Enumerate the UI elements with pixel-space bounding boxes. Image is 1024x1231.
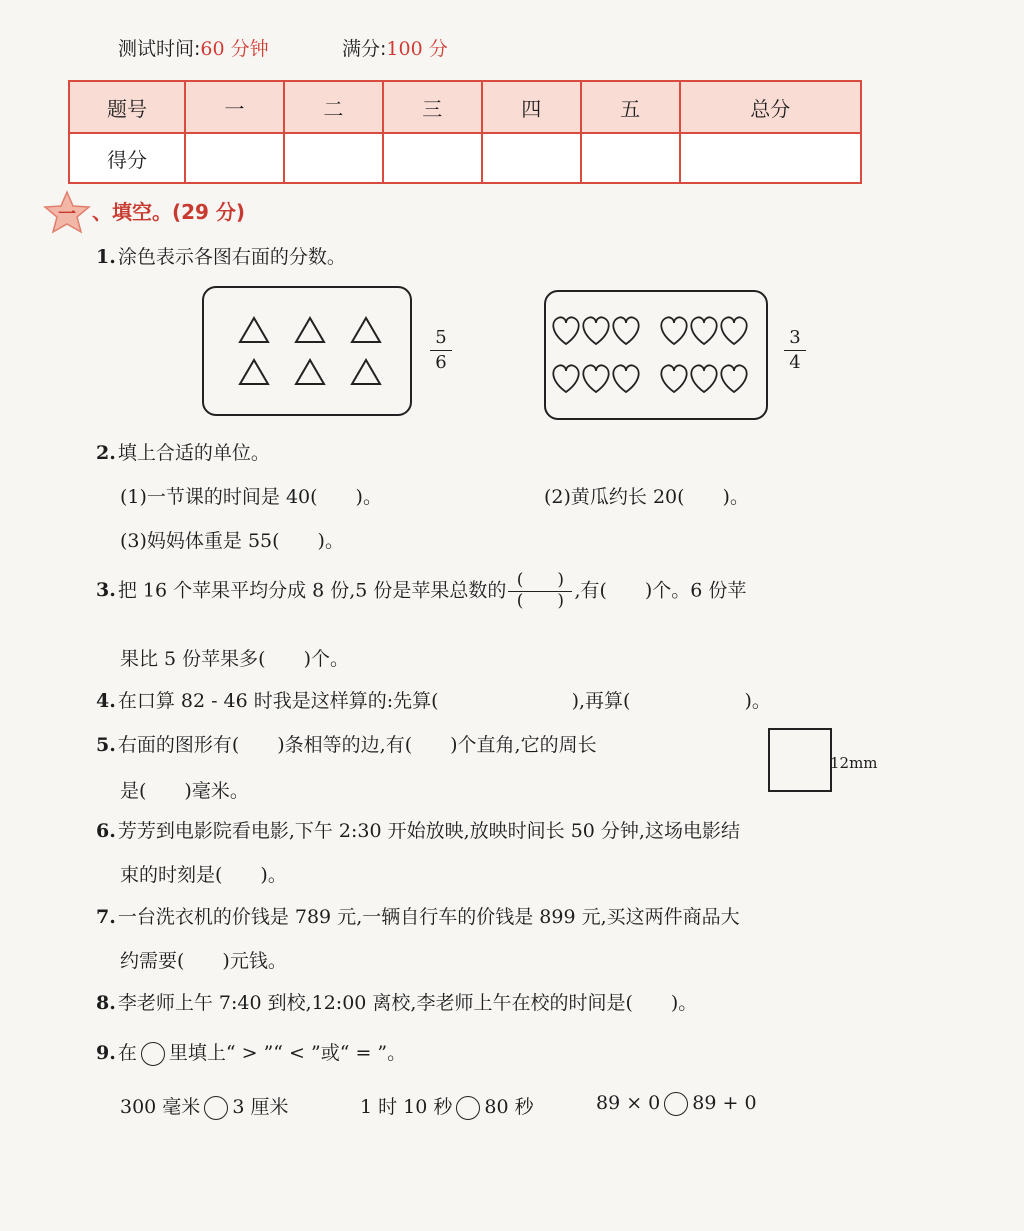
question-2-part-1[interactable]: (1)一节课的时间是 40( )。	[120, 486, 382, 508]
question-2	[96, 438, 270, 465]
numerator-blank[interactable]: ( )	[516, 570, 565, 590]
question-text: ,有( )个。6 份苹	[574, 579, 747, 602]
square-figure	[768, 728, 832, 792]
question-text: 里填上“ > ”“ < ”或“ = ”。	[168, 1042, 407, 1064]
test-time-label: 测试时间:	[118, 38, 201, 60]
test-time-value: 60 分钟	[200, 38, 269, 60]
square-side-label: 12mm	[830, 754, 878, 772]
comparison-circle-input[interactable]	[456, 1096, 480, 1120]
question-1	[96, 242, 346, 269]
comparison-left: 89 × 0	[596, 1092, 661, 1114]
denominator-blank[interactable]: ( )	[516, 590, 565, 611]
score-table	[68, 80, 862, 184]
question-number: 4.	[96, 690, 116, 712]
comparison-circle-input[interactable]	[204, 1096, 228, 1120]
question-number: 9.	[96, 1042, 116, 1064]
full-score-value: 100 分	[386, 38, 448, 60]
score-cell[interactable]	[185, 133, 284, 183]
question-text: 填上合适的单位。	[117, 442, 270, 464]
question-text: 芳芳到电影院看电影,下午 2:30 开始放映,放映时间长 50 分钟,这场电影结	[117, 820, 740, 842]
comparison-right: 89 + 0	[692, 1092, 757, 1114]
question-4	[96, 686, 771, 713]
question-number: 3.	[96, 579, 116, 602]
question-8	[96, 988, 697, 1015]
header-cell: 二	[284, 81, 383, 133]
section-title: 、填空。(29 分)	[92, 200, 246, 224]
question-text: 在口算 82 - 46 时我是这样算的:先算( ),再算( )。	[117, 690, 771, 712]
test-time	[118, 34, 269, 61]
question-text: 在	[117, 1042, 137, 1064]
comparison-3	[596, 1092, 757, 1116]
comparison-right: 3 厘米	[232, 1096, 289, 1118]
comparison-circle-input[interactable]	[664, 1092, 688, 1116]
question-7	[96, 902, 740, 929]
question-number: 8.	[96, 992, 116, 1014]
score-cell[interactable]	[482, 133, 581, 183]
header-cell: 题号	[69, 81, 185, 133]
question-number: 1.	[96, 246, 116, 268]
denominator: 4	[789, 351, 801, 373]
header-cell: 一	[185, 81, 284, 133]
header-cell: 四	[482, 81, 581, 133]
comparison-2	[360, 1092, 534, 1120]
header-cell: 总分	[680, 81, 861, 133]
section-number: 一	[58, 204, 76, 225]
question-9	[96, 1038, 406, 1066]
heart-group-icon[interactable]	[550, 314, 760, 400]
row-label: 得分	[69, 133, 185, 183]
comparison-1	[120, 1092, 288, 1120]
fraction-a	[430, 328, 452, 373]
star-badge-icon	[42, 190, 92, 234]
score-table-header	[69, 81, 861, 133]
score-cell[interactable]	[284, 133, 383, 183]
comparison-right: 80 秒	[484, 1096, 534, 1118]
question-7-cont: 约需要( )元钱。	[120, 950, 287, 972]
question-5-cont: 是( )毫米。	[120, 780, 249, 802]
question-2-part-2[interactable]: (2)黄瓜约长 20( )。	[544, 486, 749, 508]
question-text: 右面的图形有( )条相等的边,有( )个直角,它的周长	[117, 734, 597, 756]
score-cell[interactable]	[383, 133, 482, 183]
question-number: 5.	[96, 734, 116, 756]
question-text: 涂色表示各图右面的分数。	[117, 246, 346, 268]
comparison-left: 1 时 10 秒	[360, 1096, 453, 1118]
question-2-part-3[interactable]: (3)妈妈体重是 55( )。	[120, 530, 344, 552]
full-score	[342, 34, 448, 61]
fraction-b	[784, 328, 806, 373]
score-table-row	[69, 133, 861, 183]
question-6-cont: 束的时刻是( )。	[120, 864, 287, 886]
question-3-cont: 果比 5 份苹果多( )个。	[120, 648, 349, 670]
question-5	[96, 730, 597, 757]
question-text: 把 16 个苹果平均分成 8 份,5 份是苹果总数的	[117, 579, 507, 602]
full-score-label: 满分:	[342, 38, 387, 60]
question-number: 7.	[96, 906, 116, 928]
question-6	[96, 816, 740, 843]
question-text: 一台洗衣机的价钱是 789 元,一辆自行车的价钱是 899 元,买这两件商品大	[117, 906, 740, 928]
question-number: 6.	[96, 820, 116, 842]
header-cell: 三	[383, 81, 482, 133]
question-3	[96, 572, 746, 611]
header-cell: 五	[581, 81, 680, 133]
score-cell[interactable]	[680, 133, 861, 183]
circle-icon	[141, 1042, 165, 1066]
score-cell[interactable]	[581, 133, 680, 183]
question-number: 2.	[96, 442, 116, 464]
denominator: 6	[435, 351, 447, 373]
numerator: 5	[435, 327, 447, 348]
comparison-left: 300 毫米	[120, 1096, 201, 1118]
blank-fraction[interactable]	[508, 572, 572, 611]
question-text: 李老师上午 7:40 到校,12:00 离校,李老师上午在校的时间是( )。	[117, 992, 698, 1014]
triangle-group-icon[interactable]	[230, 308, 390, 392]
numerator: 3	[789, 327, 801, 348]
